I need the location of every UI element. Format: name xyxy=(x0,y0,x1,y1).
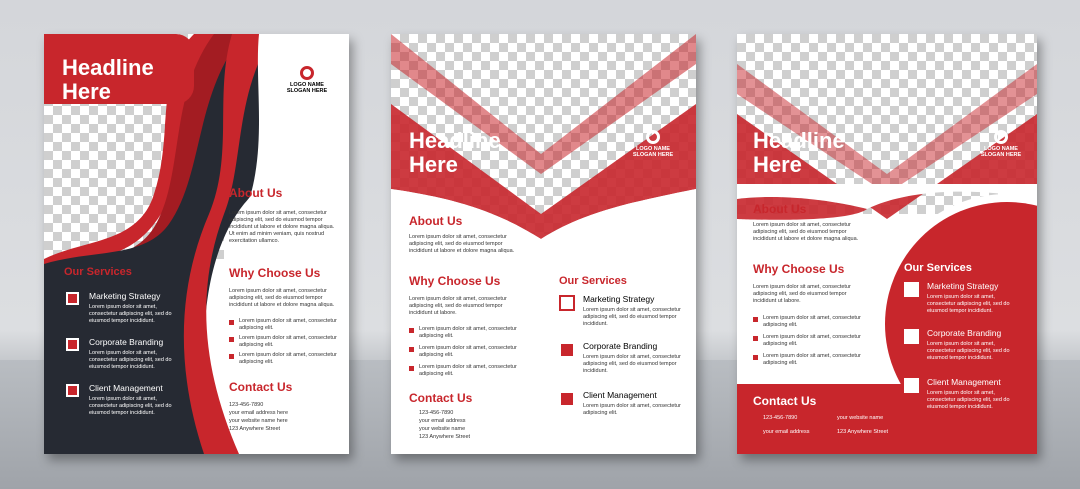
services-title: Our Services xyxy=(904,262,972,274)
why-bullet: Lorem ipsum dolor sit amet, consectetur adipiscing elit. xyxy=(763,334,861,347)
branding-icon xyxy=(559,342,575,358)
branding-icon xyxy=(66,338,79,351)
service-name: Client Management xyxy=(89,383,163,393)
strategy-icon xyxy=(904,282,919,297)
services-title: Our Services xyxy=(64,266,132,278)
service-text: Lorem ipsum dolor sit amet, consectetur adipiscing elit, sed do eiusmod tempor incididunt. xyxy=(583,307,681,327)
contact-email: your email address xyxy=(763,429,810,435)
check-icon xyxy=(753,355,758,360)
why-bullet: Lorem ipsum dolor sit amet, consectetur adipiscing elit. xyxy=(239,335,337,348)
service-name: Marketing Strategy xyxy=(583,294,655,304)
why-title: Why Choose Us xyxy=(753,262,845,276)
service-text: Lorem ipsum dolor sit amet, consectetur adipiscing elit, sed do eiusmod tempor incididunt. xyxy=(927,390,1010,410)
why-text: Lorem ipsum dolor sit amet, consectetur adipiscing elit, sed do eiusmod tempor incididunt ut labore. xyxy=(409,296,507,316)
about-text: Lorem ipsum dolor sit amet, consectetur adipiscing elit, sed do eiusmod tempor incididunt ut labore et dolore magna aliqua. xyxy=(409,234,515,254)
branding-icon xyxy=(904,329,919,344)
bullet-icon xyxy=(409,347,414,352)
bullet-icon xyxy=(229,320,234,325)
contact-website: your website name here xyxy=(229,418,288,424)
service-text: Lorem ipsum dolor sit amet, consectetur adipiscing elit, sed do eiusmod tempor incididunt. xyxy=(89,304,172,324)
check-icon xyxy=(753,317,758,322)
why-bullet: Lorem ipsum dolor sit amet, consectetur adipiscing elit. xyxy=(239,318,337,331)
contact-email: your email address here xyxy=(229,410,289,416)
service-text: Lorem ipsum dolor sit amet, consectetur adipiscing elit, sed do eiusmod tempor incididunt. xyxy=(583,354,681,374)
headline: Headline Here xyxy=(753,128,845,177)
flyer-3 xyxy=(737,34,1037,454)
about-text: Lorem ipsum dolor sit amet, consectetur adipiscing elit, sed do eiusmod tempor incididunt ut labore et dolore magna aliqua. xyxy=(753,222,859,242)
why-title: Why Choose Us xyxy=(229,266,321,280)
strategy-icon xyxy=(66,292,79,305)
service-name: Marketing Strategy xyxy=(927,281,999,291)
contact-phone: 123-456-7890 xyxy=(763,415,798,421)
bullet-icon xyxy=(229,337,234,342)
logo-slogan: SLOGAN HERE xyxy=(980,152,1022,158)
flyer-1 xyxy=(44,34,349,454)
service-text: Lorem ipsum dolor sit amet, consectetur adipiscing elit. xyxy=(583,403,681,416)
services-title: Our Services xyxy=(559,275,627,287)
service-name: Client Management xyxy=(927,377,1001,387)
service-name: Corporate Branding xyxy=(89,337,164,347)
service-name: Marketing Strategy xyxy=(89,291,161,301)
logo xyxy=(627,130,679,158)
logo-mark-icon xyxy=(994,130,1008,144)
logo-name: LOGO NAME xyxy=(984,146,1018,152)
logo-mark-icon xyxy=(300,66,314,80)
logo-mark-icon xyxy=(646,130,660,144)
about-title: About Us xyxy=(229,186,283,200)
flyer-2 xyxy=(391,34,696,454)
why-bullet: Lorem ipsum dolor sit amet, consectetur adipiscing elit. xyxy=(419,364,517,377)
about-title: About Us xyxy=(753,202,807,216)
contact-email: your email address xyxy=(419,418,466,424)
check-icon xyxy=(753,336,758,341)
why-bullet: Lorem ipsum dolor sit amet, consectetur adipiscing elit. xyxy=(419,326,517,339)
about-title: About Us xyxy=(409,214,463,228)
bullet-icon xyxy=(409,328,414,333)
why-bullet: Lorem ipsum dolor sit amet, consectetur adipiscing elit. xyxy=(419,345,517,358)
service-name: Corporate Branding xyxy=(583,341,658,351)
service-text: Lorem ipsum dolor sit amet, consectetur adipiscing elit, sed do eiusmod tempor incididunt. xyxy=(927,341,1010,361)
service-text: Lorem ipsum dolor sit amet, consectetur adipiscing elit, sed do eiusmod tempor incididunt. xyxy=(927,294,1010,314)
why-text: Lorem ipsum dolor sit amet, consectetur adipiscing elit, sed do eiusmod tempor incididunt ut labore et dolore magna aliqua. xyxy=(229,288,335,308)
service-name: Corporate Branding xyxy=(927,328,1002,338)
contact-title: Contact Us xyxy=(753,394,817,408)
service-text: Lorem ipsum dolor sit amet, consectetur adipiscing elit, sed do eiusmod tempor incididunt. xyxy=(89,396,172,416)
logo-name: LOGO NAME xyxy=(290,82,324,88)
contact-phone: 123-456-7890 xyxy=(229,402,264,408)
contact-title: Contact Us xyxy=(409,391,473,405)
logo-slogan: SLOGAN HERE xyxy=(286,88,328,94)
service-text: Lorem ipsum dolor sit amet, consectetur adipiscing elit, sed do eiusmod tempor incididunt. xyxy=(89,350,172,370)
about-text: Lorem ipsum dolor sit amet, consectetur adipiscing elit, sed do eiusmod tempor incididunt ut labore et dolore magna aliqua. Ut enim ad minim veniam, quis nostrud exercitation ullamco. xyxy=(229,210,335,244)
contact-address: 123 Anywhere Street xyxy=(229,426,281,432)
contact-website: your website name xyxy=(419,426,466,432)
strategy-icon xyxy=(559,295,575,311)
why-bullet: Lorem ipsum dolor sit amet, consectetur adipiscing elit. xyxy=(763,353,861,366)
contact-address: 123 Anywhere Street xyxy=(419,434,471,440)
contact-phone: 123-456-7890 xyxy=(419,410,454,416)
contact-title: Contact Us xyxy=(229,380,293,394)
bullet-icon xyxy=(229,354,234,359)
why-bullet: Lorem ipsum dolor sit amet, consectetur adipiscing elit. xyxy=(763,315,861,328)
why-bullet: Lorem ipsum dolor sit amet, consectetur adipiscing elit. xyxy=(239,352,337,365)
why-title: Why Choose Us xyxy=(409,274,501,288)
service-name: Client Management xyxy=(583,390,657,400)
logo-name: LOGO NAME xyxy=(636,146,670,152)
client-icon xyxy=(904,378,919,393)
contact-website: your website name xyxy=(837,415,884,421)
headline: Headline Here xyxy=(62,55,154,104)
logo-slogan: SLOGAN HERE xyxy=(632,152,674,158)
contact-address: 123 Anywhere Street xyxy=(837,429,889,435)
logo xyxy=(975,130,1027,158)
logo xyxy=(282,66,332,94)
bullet-icon xyxy=(409,366,414,371)
client-icon xyxy=(66,384,79,397)
client-icon xyxy=(559,391,575,407)
why-text: Lorem ipsum dolor sit amet, consectetur adipiscing elit, sed do eiusmod tempor incididunt ut labore. xyxy=(753,284,851,304)
headline: Headline Here xyxy=(409,128,501,177)
